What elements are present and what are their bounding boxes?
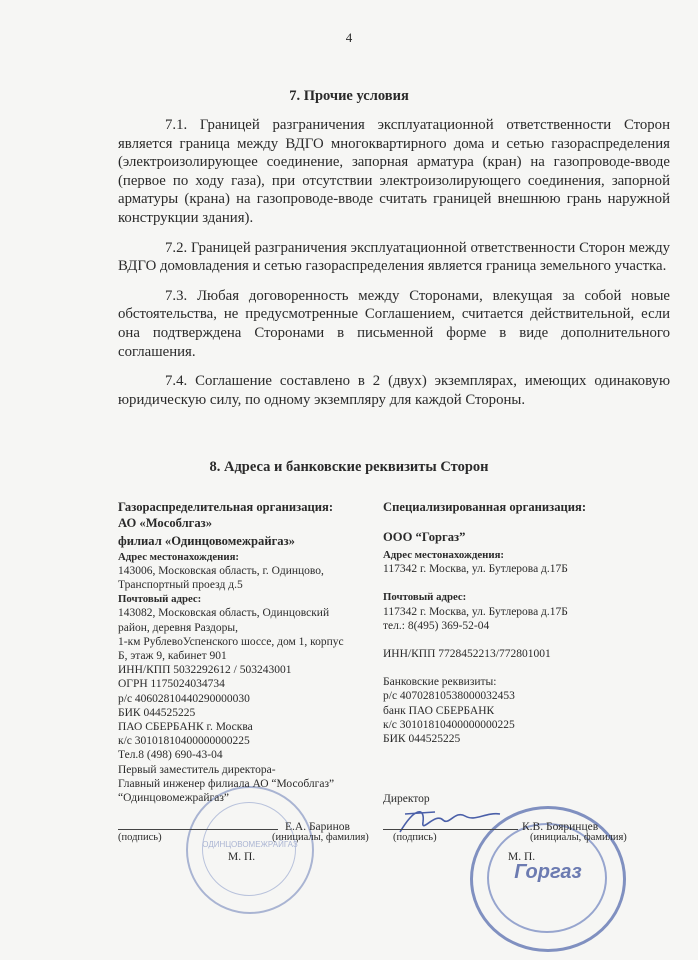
left-branch-name: филиал «Одинцовомежрайгаз» bbox=[118, 534, 295, 548]
left-detail-line: Тел.8 (498) 690-43-04 bbox=[118, 749, 223, 762]
left-signature-caption: (подпись) bbox=[118, 832, 162, 843]
left-postal-line: 1-км РублевоУспенского шоссе, дом 1, корпус bbox=[118, 635, 344, 648]
left-detail-line: ОГРН 1175024034734 bbox=[118, 678, 225, 691]
left-detail-line: р/с 40602810440290000030 bbox=[118, 692, 250, 705]
left-address-line: Транспортный проезд д.5 bbox=[118, 578, 243, 591]
right-party-details bbox=[383, 500, 653, 746]
left-seal-place: М. П. bbox=[228, 851, 256, 863]
left-detail-line: к/с 30101810400000000225 bbox=[118, 735, 250, 748]
left-signature-line bbox=[118, 829, 278, 830]
section-7-title: 7. Прочие условия bbox=[289, 88, 409, 104]
left-postal-label: Почтовый адрес: bbox=[118, 593, 202, 606]
right-position: Директор bbox=[383, 793, 430, 805]
right-signer-name: К.В. Бояринцев bbox=[522, 821, 599, 833]
right-signature-caption: (подпись) bbox=[393, 832, 437, 843]
left-postal-line: Б, этаж 9, кабинет 901 bbox=[118, 649, 227, 662]
paragraph-7-1: 7.1. Границей разграничения эксплуатационной ответственности Сторон является граница между ВДГО многоквартирного дома и сетью газораспределения (электроизолирующее соединение, запорная арматура (кран) на газопроводе-вводе (первое по ходу газа), при отсутствии электроизолирующего соединения, запорной арматуры (крана) на газопроводе-вводе считать границей внешнюю грань наружной конструкции здания). bbox=[118, 117, 670, 226]
left-detail-line: ПАО СБЕРБАНК г. Москва bbox=[118, 720, 253, 733]
right-postal-line: тел.: 8(495) 369-52-04 bbox=[383, 619, 490, 632]
left-position-line: Главный инженер филиала АО “Мособлгаз” bbox=[118, 777, 335, 790]
left-postal-line: район, деревня Раздоры, bbox=[118, 621, 239, 634]
left-position-line: “Одинцовомежрайгаз” bbox=[118, 791, 230, 804]
left-postal-line: 143082, Московская область, Одинцовский bbox=[118, 607, 330, 620]
left-seal-text: ОДИНЦОВОМЕЖРАЙГАЗ bbox=[202, 840, 298, 849]
left-detail-line: ИНН/КПП 5032292612 / 503243001 bbox=[118, 664, 292, 677]
right-address-line: 117342 г. Москва, ул. Бутлерова д.17Б bbox=[383, 563, 568, 576]
right-bank-line: БИК 044525225 bbox=[383, 733, 461, 746]
right-postal-label: Почтовый адрес: bbox=[383, 591, 467, 604]
right-name-caption: (инициалы, фамилия) bbox=[530, 832, 627, 843]
right-inn-kpp: ИНН/КПП 7728452213/772801001 bbox=[383, 648, 551, 661]
left-address-line: 143006, Московская область, г. Одинцово, bbox=[118, 564, 324, 577]
right-seal-place: М. П. bbox=[508, 851, 536, 863]
right-bank-line: банк ПАО СБЕРБАНК bbox=[383, 704, 495, 717]
right-signature-line bbox=[383, 829, 518, 830]
paragraph-7-4: 7.4. Соглашение составлено в 2 (двух) экземплярах, имеющих одинаковую юридическую силу, по одному экземпляру для каждой Стороны. bbox=[118, 373, 670, 408]
right-address-label: Адрес местонахождения: bbox=[383, 549, 505, 561]
right-bank-label: Банковские реквизиты: bbox=[383, 676, 497, 689]
right-postal-line: 117342 г. Москва, ул. Бутлерова д.17Б bbox=[383, 605, 568, 618]
left-signer-name: Е.А. Баринов bbox=[285, 821, 350, 833]
section-7-body bbox=[118, 116, 670, 409]
left-name-caption: (инициалы, фамилия) bbox=[272, 832, 369, 843]
right-bank-line: к/с 30101810400000000225 bbox=[383, 718, 515, 731]
left-org-name: АО «Мособлгаз» bbox=[118, 515, 213, 530]
left-detail-line: БИК 044525225 bbox=[118, 706, 196, 719]
section-8-title: 8. Адреса и банковские реквизиты Сторон bbox=[209, 459, 489, 475]
paragraph-7-3: 7.3. Любая договоренность между Сторонами, влекущая за собой новые обстоятельства, не предусмотренные Соглашением, считается действительной, если она подтверждена Сторонами в письменной форме в виде дополнительного соглашения. bbox=[118, 287, 670, 360]
left-position-line: Первый заместитель директора- bbox=[118, 763, 276, 776]
right-seal-text: Горгаз bbox=[514, 861, 582, 883]
right-org-name: ООО “Горгаз” bbox=[383, 529, 466, 544]
paragraph-7-2: 7.2. Границей разграничения эксплуатационной ответственности Сторон между ВДГО домовладения и сетью газораспределения является граница земельного участка. bbox=[118, 239, 670, 275]
left-party-details bbox=[118, 500, 373, 805]
right-bank-line: р/с 40702810538000032453 bbox=[383, 690, 515, 703]
left-org-type: Газораспределительная организация: bbox=[118, 500, 334, 514]
left-address-label: Адрес местонахождения: bbox=[118, 550, 240, 563]
page-number: 4 bbox=[345, 30, 353, 45]
right-org-type: Специализированная организация: bbox=[383, 500, 587, 514]
